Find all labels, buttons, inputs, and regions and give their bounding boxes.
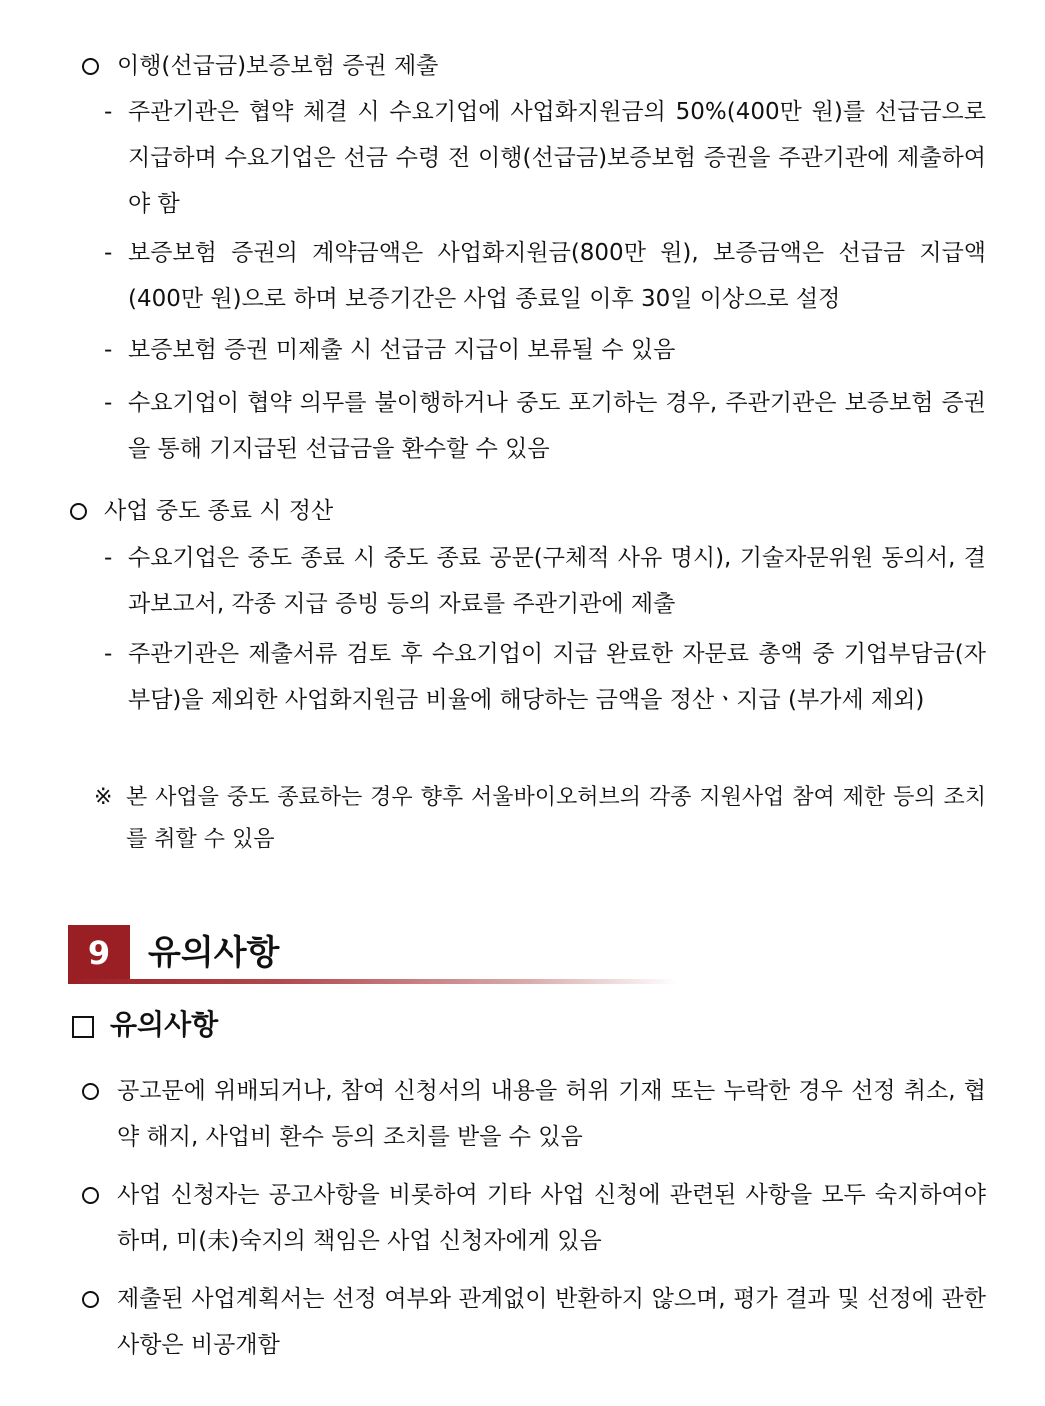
- dash-marker: -: [104, 545, 113, 571]
- hollow-circle-icon: [82, 58, 99, 75]
- section-header: [68, 925, 678, 985]
- hollow-circle-icon: [82, 1187, 99, 1204]
- block2-item-2: 주관기관은 제출서류 검토 후 수요기업이 지급 완료한 자문료 총액 중 기업부담금(자부담)을 제외한 사업화지원금 비율에 해당하는 금액을 정산ㆍ지급 (부가세 제외): [128, 641, 986, 713]
- empty-square-icon: [72, 1016, 94, 1038]
- block1-item-2: 보증보험 증권의 계약금액은 사업화지원금(800만 원), 보증금액은 선급금 지급액(400만 원)으로 하며 보증기간은 사업 종료일 이후 30일 이상으로 설정: [128, 240, 986, 312]
- section-underline: [68, 979, 678, 984]
- dash-marker: -: [104, 390, 113, 416]
- block1-heading: 이행(선급금)보증보험 증권 제출: [117, 53, 439, 79]
- block2-item-1: 수요기업은 중도 종료 시 중도 종료 공문(구체적 사유 명시), 기술자문위원 동의서, 결과보고서, 각종 지급 증빙 등의 자료를 주관기관에 제출: [128, 545, 986, 617]
- notice-item-3: 제출된 사업계획서는 선정 여부와 관계없이 반환하지 않으며, 평가 결과 및 선정에 관한 사항은 비공개함: [117, 1286, 986, 1358]
- dash-marker: -: [104, 240, 113, 266]
- note-mark: ※: [94, 785, 113, 810]
- subsection-title: 유의사항: [110, 1008, 219, 1041]
- section-title: 유의사항: [148, 933, 280, 973]
- dash-marker: -: [104, 641, 113, 667]
- notice-item-1: 공고문에 위배되거나, 참여 신청서의 내용을 허위 기재 또는 누락한 경우 선정 취소, 협약 해지, 사업비 환수 등의 조치를 받을 수 있음: [117, 1078, 986, 1150]
- dash-marker: -: [104, 337, 113, 363]
- hollow-circle-icon: [82, 1291, 99, 1308]
- notice-item-2: 사업 신청자는 공고사항을 비롯하여 기타 사업 신청에 관련된 사항을 모두 숙지하여야 하며, 미(未)숙지의 책임은 사업 신청자에게 있음: [117, 1182, 986, 1254]
- hollow-circle-icon: [82, 1083, 99, 1100]
- block1-item-4: 수요기업이 협약 의무를 불이행하거나 중도 포기하는 경우, 주관기관은 보증보험 증권을 통해 기지급된 선급금을 환수할 수 있음: [128, 390, 986, 462]
- hollow-circle-icon: [70, 503, 87, 520]
- dash-marker: -: [104, 99, 113, 125]
- section-number: 9: [68, 925, 130, 981]
- block1-item-1: 주관기관은 협약 체결 시 수요기업에 사업화지원금의 50%(400만 원)를 선급금으로 지급하며 수요기업은 선금 수령 전 이행(선급금)보증보험 증권을 주관기관에 제출하여야 함: [128, 99, 986, 217]
- block2-note: 본 사업을 중도 종료하는 경우 향후 서울바이오허브의 각종 지원사업 참여 제한 등의 조치를 취할 수 있음: [126, 785, 986, 852]
- block2-heading: 사업 중도 종료 시 정산: [104, 498, 334, 524]
- block1-item-3: 보증보험 증권 미제출 시 선급금 지급이 보류될 수 있음: [128, 337, 676, 363]
